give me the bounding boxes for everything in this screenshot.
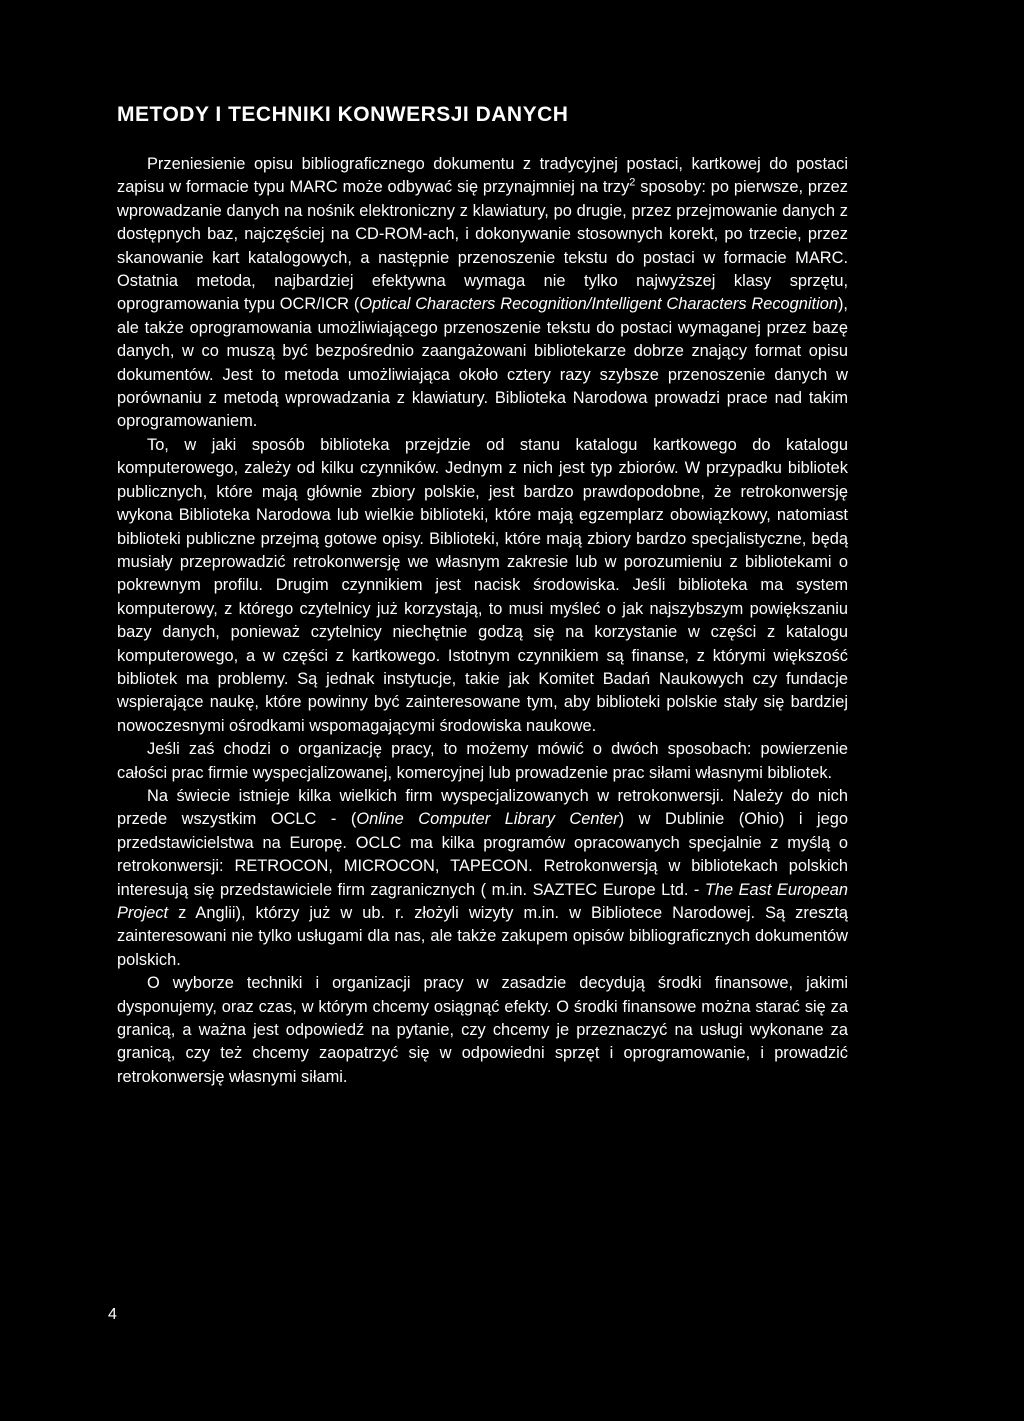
footnote-ref: 2	[629, 176, 636, 189]
paragraph	[117, 153, 848, 434]
paragraph	[117, 785, 848, 972]
italic-text: The East European Project	[117, 880, 849, 922]
text-run: Na świecie istnieje kilka wielkich firm wyspecjalizowanych w retrokonwersji. Należy do nich przede wszystkim OCLC - (	[117, 786, 848, 829]
page-title: METODY I TECHNIKI KONWERSJI DANYCH	[117, 103, 569, 126]
text-run: To, w jaki sposób biblioteka przejdzie od stanu katalogu kartkowego do katalogu komputerowego, zależy od kilku czynników. Jednym z nich jest typ zbiorów. W przypadku bibliotek publicznych, które mają głównie zbiory polskie, jest bardzo prawdopodobne, że retrokonwersję wykona Biblioteka Narodowa lub wielkie biblioteki, które mają egzemplarz obowiązkowy, natomiast biblioteki publiczne przejmą gotowe opisy. Biblioteki, które mają zbiory bardzo specjalistyczne, będą musiały przeprowadzić retrokonwersję we własnym zakresie lub w porozumieniu z bibliotekami o pokrewnym profilu. Drugim czynnikiem jest nacisk środowiska. Jeśli biblioteka ma system komputerowy, z którego czytelnicy już korzystają, to musi myśleć o jak najszybszym powiększaniu bazy danych, ponieważ czytelnicy niechętnie godzą się na korzystanie w części z katalogu komputerowego, a w części z kartkowego. Istotnym czynnikiem są finanse, z którymi większość bibliotek ma problemy. Są jednak instytucje, takie jak Komitet Badań Naukowych czy fundacje wspierające naukę, które powinny być zainteresowane tym, aby biblioteki polskie stały się bardziej nowoczesnymi ośrodkami wspomagającymi środowiska naukowe.	[117, 435, 848, 735]
text-run: sposoby: po pierwsze, przez wprowadzanie danych na nośnik elektroniczny z klawiatury, po drugie, przez przejmowanie danych z dostępnych baz, najczęściej na CD-ROM-ach, i dokonywanie stosownych korekt, po trzecie, przez skanowanie kart katalogowych, a następnie przenoszenie tekstu do postaci w formacie MARC. Ostatnia metoda, najbardziej efektywna wymaga nie tylko najwyższej klasy sprzętu, oprogramowania typu OCR/ICR (	[117, 178, 848, 314]
paragraph	[117, 972, 848, 1089]
paragraph	[117, 434, 848, 738]
italic-text: Optical Characters Recognition/Intelligent Characters Recognition	[359, 295, 838, 314]
text-run: ), ale także oprogramowania umożliwiającego przenoszenie tekstu do postaci wymaganej przez bazę danych, w co muszą być bezpośrednio zaangażowani bibliotekarze dobrze znający format opisu dokumentów. Jest to metoda umożliwiająca około cztery razy szybsze przenoszenie danych w porównaniu z metodą wprowadzania z klawiatury. Biblioteka Narodowa prowadzi prace nad takim oprogramowaniem.	[117, 295, 848, 431]
document-body	[117, 153, 848, 1089]
text-run: ) w Dublinie (Ohio) i jego przedstawicielstwa na Europę. OCLC ma kilka programów opracowanych specjalnie z myślą o retrokonwersji: RETROCON, MICROCON, TAPECON. Retrokonwersją w bibliotekach polskich interesują się przedstawiciele firm zagranicznych ( m.in. SAZTEC Europe Ltd. -	[117, 810, 848, 899]
italic-text: Online Computer Library Center	[356, 810, 619, 829]
paragraph	[117, 738, 848, 785]
page-number: 4	[108, 1306, 117, 1323]
text-run: O wyborze techniki i organizacji pracy w zasadzie decydują środki finansowe, jakimi dysponujemy, oraz czas, w którym chcemy osiągnąć efekty. O środki finansowe można starać się za granicą, a ważna jest odpowiedź na pytanie, czy chcemy je przeznaczyć na usługi wykonane za granicą, czy też chcemy zaopatrzyć się w odpowiedni sprzęt i oprogramowanie, i prowadzić retrokonwersję własnymi siłami.	[117, 974, 848, 1086]
text-run: Jeśli zaś chodzi o organizację pracy, to możemy mówić o dwóch sposobach: powierzenie całości prac firmie wyspecjalizowanej, komercyjnej lub prowadzenie prac siłami własnymi bibliotek.	[117, 740, 848, 782]
text-run: Przeniesienie opisu bibliograficznego dokumentu z tradycyjnej postaci, kartkowej do postaci zapisu w formacie typu MARC może odbywać się przynajmniej na trzy	[117, 155, 848, 197]
text-run: z Anglii), którzy już w ub. r. złożyli wizyty m.in. w Bibliotece Narodowej. Są zresztą zainteresowani nie tylko usługami dla nas, ale także zakupem opisów bibliograficznych dokumentów polskich.	[117, 904, 848, 969]
